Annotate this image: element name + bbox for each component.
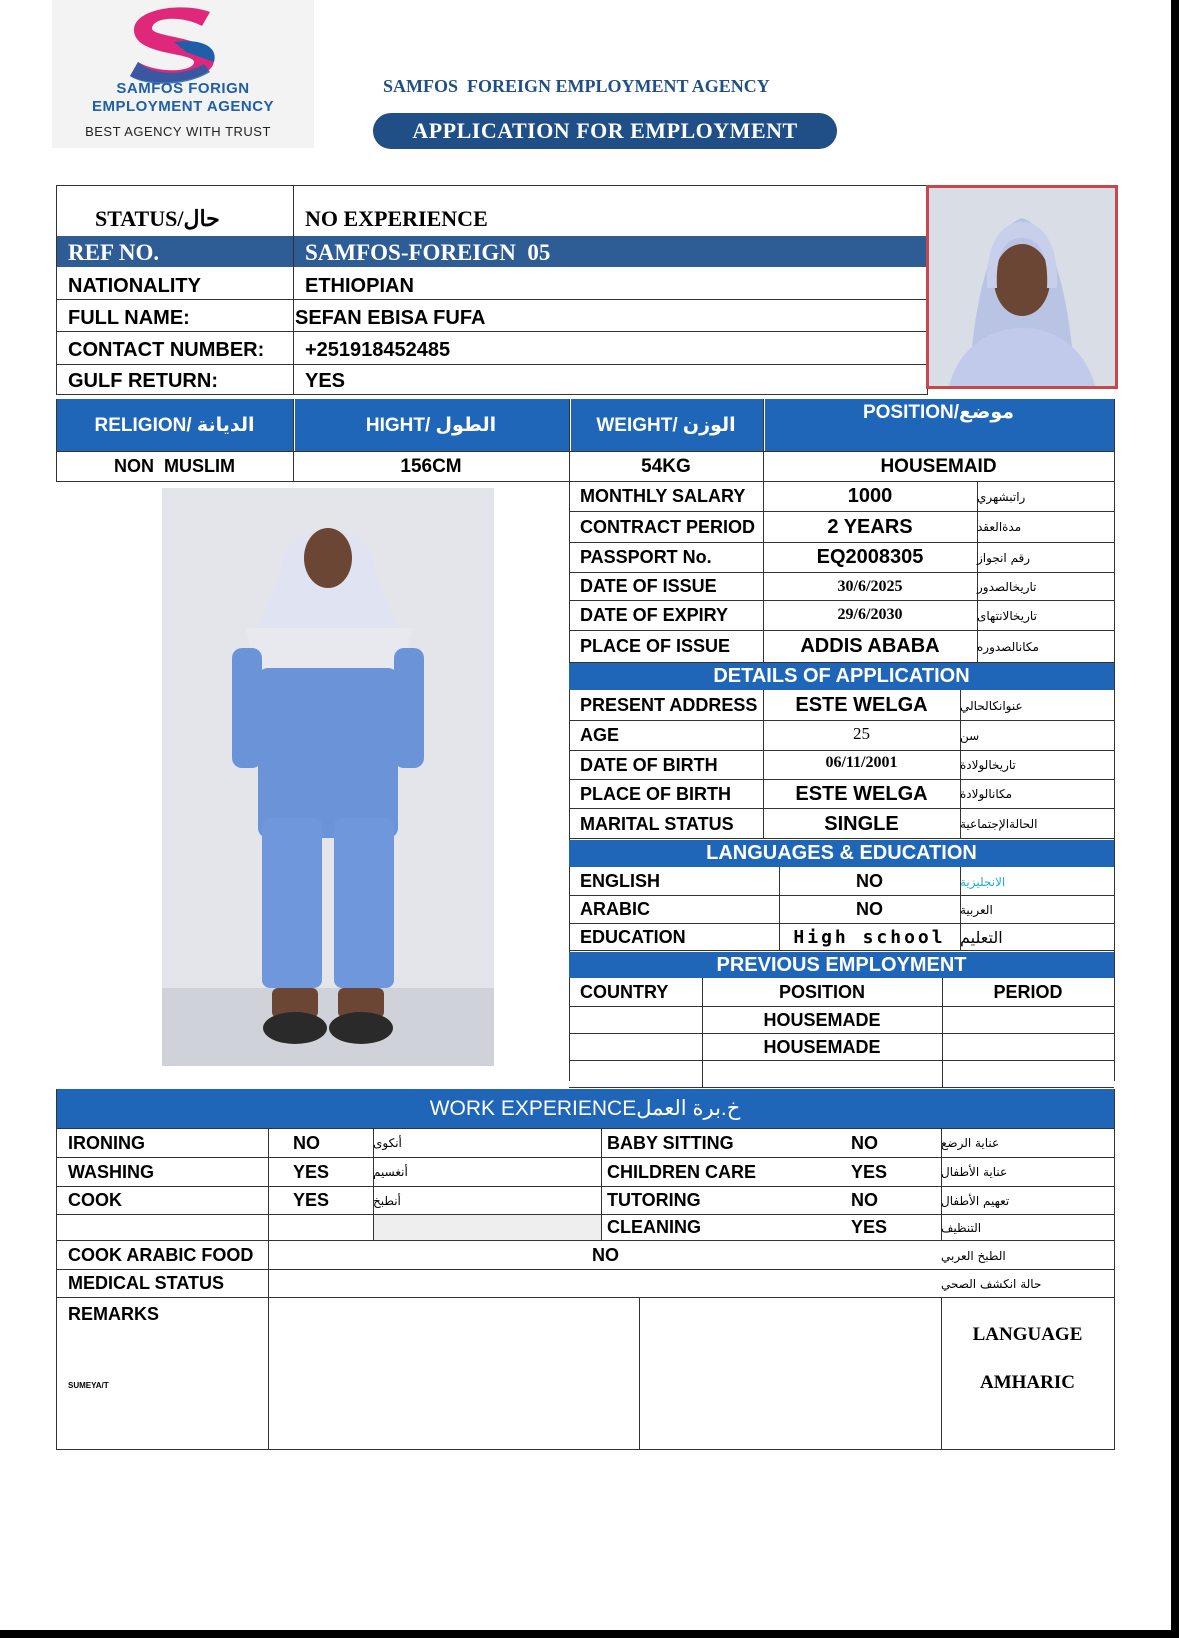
work-skill-arabic: أنطبخ bbox=[373, 1193, 401, 1208]
logo-line-2: EMPLOYMENT AGENCY bbox=[91, 98, 275, 115]
contract-arabic: تاريخالانتهاى bbox=[977, 608, 1037, 623]
medical-status-label: MEDICAL STATUS bbox=[68, 1273, 224, 1293]
full-body-photo-image bbox=[162, 488, 494, 1066]
details-title: DETAILS OF APPLICATION bbox=[569, 663, 1114, 690]
work-skill-label: WASHING bbox=[68, 1161, 155, 1182]
nationality-label: NATIONALITY bbox=[68, 275, 201, 297]
contract-arabic: راتبشهري bbox=[977, 489, 1026, 504]
remarks-note: SUMEYA/T bbox=[68, 1380, 109, 1390]
ref-label: REF NO. bbox=[68, 239, 160, 265]
details-value: 06/11/2001 bbox=[825, 754, 898, 771]
work-skill-value: YES bbox=[293, 1190, 330, 1210]
previous-header-country: COUNTRY bbox=[580, 982, 669, 1002]
language-arabic: العربية bbox=[960, 902, 993, 917]
contact-number-value: +251918452485 bbox=[305, 339, 451, 361]
work-experience-title: WORK EXPERIENCEخ.برة العمل bbox=[56, 1089, 1114, 1128]
status-value: NO EXPERIENCE bbox=[305, 205, 488, 231]
details-label: MARITAL STATUS bbox=[580, 813, 734, 834]
details-value: 25 bbox=[853, 723, 870, 743]
contract-arabic: تاريخالصدور bbox=[977, 579, 1037, 594]
contract-label: PLACE OF ISSUE bbox=[580, 636, 731, 656]
contract-label: CONTRACT PERIOD bbox=[580, 516, 755, 537]
contract-value: 30/6/2025 bbox=[837, 577, 903, 595]
gulf-return-label: GULF RETURN: bbox=[68, 370, 218, 392]
work-skill-label: TUTORING bbox=[607, 1190, 701, 1210]
language-value: NO bbox=[856, 871, 883, 891]
page-edge-bottom bbox=[0, 1630, 1179, 1638]
work-skill-label: IRONING bbox=[68, 1132, 146, 1153]
weight-header: WEIGHT/ الوزن bbox=[596, 414, 736, 436]
details-arabic: مكانالولادة bbox=[960, 787, 1013, 801]
logo-s-mark-icon bbox=[114, 2, 234, 88]
position-header: POSITION/موضع bbox=[862, 401, 1015, 423]
details-arabic: سن bbox=[960, 728, 980, 743]
work-skill-value: YES bbox=[851, 1217, 888, 1237]
work-skill-arabic: عناية الرضع bbox=[941, 1136, 1000, 1150]
work-skill-value: YES bbox=[851, 1161, 888, 1182]
contract-arabic: مكانالصدوره bbox=[977, 639, 1039, 654]
contract-value: 2 YEARS bbox=[827, 515, 913, 538]
previous-row-position: HOUSEMADE bbox=[763, 1009, 881, 1030]
work-skill-label: COOK bbox=[68, 1190, 122, 1210]
application-banner: APPLICATION FOR EMPLOYMENT bbox=[373, 113, 837, 149]
contract-value: 29/6/2030 bbox=[837, 605, 903, 623]
contract-value: ADDIS ABABA bbox=[800, 635, 940, 657]
language-remark-label: LANGUAGE bbox=[972, 1324, 1083, 1345]
weight-value: 54KG bbox=[641, 455, 691, 477]
work-skill-value: NO bbox=[851, 1132, 878, 1153]
work-skill-arabic: عناية الأطفال bbox=[941, 1165, 1008, 1179]
contract-arabic: مدةالعقد bbox=[977, 520, 1022, 534]
position-value: HOUSEMAID bbox=[880, 455, 997, 477]
language-label: ARABIC bbox=[580, 899, 650, 919]
details-value: ESTE WELGA bbox=[795, 782, 928, 805]
contract-label: DATE OF ISSUE bbox=[580, 576, 717, 596]
agency-logo bbox=[52, 0, 314, 148]
details-value: ESTE WELGA bbox=[795, 694, 928, 716]
height-header: HIGHT/ الطول bbox=[365, 414, 497, 436]
religion-header: RELIGION/ الديانة bbox=[94, 414, 255, 436]
work-skill-arabic: أنكوى bbox=[373, 1136, 402, 1150]
education-arabic: التعليم bbox=[960, 927, 1003, 947]
religion-value: NON MUSLIM bbox=[114, 456, 235, 476]
contact-number-label: CONTACT NUMBER: bbox=[68, 339, 265, 361]
page-edge-right bbox=[1171, 0, 1179, 1638]
details-value: SINGLE bbox=[824, 812, 899, 835]
work-skill-label: CHILDREN CARE bbox=[607, 1161, 757, 1182]
cook-arabic-food-arabic: الطبخ العربي bbox=[941, 1248, 1006, 1263]
logo-tagline: BEST AGENCY WITH TRUST bbox=[85, 124, 271, 139]
cook-arabic-food-value: NO bbox=[592, 1245, 619, 1265]
previous-row-position: HOUSEMADE bbox=[763, 1036, 881, 1057]
details-label: DATE OF BIRTH bbox=[580, 754, 718, 775]
height-value: 156CM bbox=[400, 455, 462, 477]
status-label: STATUS/حال bbox=[95, 205, 220, 231]
passport-photo-image bbox=[929, 188, 1115, 386]
medical-status-arabic: حالة انكشف الصحي bbox=[941, 1276, 1042, 1291]
full-body-photo bbox=[162, 488, 494, 1066]
education-label: EDUCATION bbox=[580, 926, 686, 947]
gulf-return-value: YES bbox=[305, 370, 346, 392]
previous-header-position: POSITION bbox=[778, 982, 865, 1002]
language-arabic: الانجليزية bbox=[960, 874, 1006, 889]
education-value: High school bbox=[793, 926, 946, 948]
contract-arabic: رقم انجواز bbox=[977, 550, 1031, 565]
details-arabic: تاريخالولادة bbox=[960, 758, 1016, 772]
work-skill-value: NO bbox=[293, 1132, 320, 1153]
contract-label: DATE OF EXPIRY bbox=[580, 605, 729, 625]
work-skill-arabic: أنغسيم bbox=[373, 1165, 408, 1179]
work-empty-cell bbox=[374, 1215, 601, 1240]
language-remark-value: AMHARIC bbox=[980, 1372, 1075, 1393]
agency-title: SAMFOS FOREIGN EMPLOYMENT AGENCY bbox=[383, 76, 770, 96]
full-name-label: FULL NAME: bbox=[68, 307, 190, 329]
contract-value: EQ2008305 bbox=[816, 546, 924, 568]
ref-value: SAMFOS-FOREIGN 05 bbox=[305, 239, 551, 265]
work-skill-arabic: التنظيف bbox=[941, 1220, 982, 1235]
language-label: ENGLISH bbox=[580, 871, 661, 891]
contract-value: 1000 bbox=[847, 485, 893, 507]
languages-title: LANGUAGES & EDUCATION bbox=[569, 840, 1114, 867]
work-skill-value: YES bbox=[293, 1161, 330, 1182]
work-skill-value: NO bbox=[851, 1190, 878, 1210]
work-skill-label: BABY SITTING bbox=[607, 1132, 734, 1153]
work-skill-arabic: تعهيم الأطفال bbox=[941, 1193, 1010, 1208]
full-name-value: SEFAN EBISA FUFA bbox=[295, 307, 486, 329]
details-arabic: الحالةالإجتماعية bbox=[960, 817, 1038, 831]
contract-label: PASSPORT No. bbox=[580, 547, 712, 567]
cook-arabic-food-label: COOK ARABIC FOOD bbox=[68, 1245, 254, 1265]
passport-photo bbox=[926, 185, 1118, 389]
details-label: PRESENT ADDRESS bbox=[580, 695, 758, 715]
work-skill-label: CLEANING bbox=[607, 1217, 701, 1237]
details-label: PLACE OF BIRTH bbox=[580, 783, 731, 804]
language-value: NO bbox=[856, 899, 883, 919]
details-label: AGE bbox=[580, 725, 620, 745]
contract-label: MONTHLY SALARY bbox=[580, 486, 746, 506]
nationality-value: ETHIOPIAN bbox=[305, 275, 414, 297]
remarks-label: REMARKS bbox=[68, 1303, 160, 1324]
logo-line-1: SAMFOS FORIGN bbox=[116, 80, 250, 97]
previous-header-period: PERIOD bbox=[993, 982, 1063, 1002]
previous-employment-title: PREVIOUS EMPLOYMENT bbox=[569, 952, 1114, 978]
details-arabic: عنوانكالحالي bbox=[960, 698, 1023, 713]
